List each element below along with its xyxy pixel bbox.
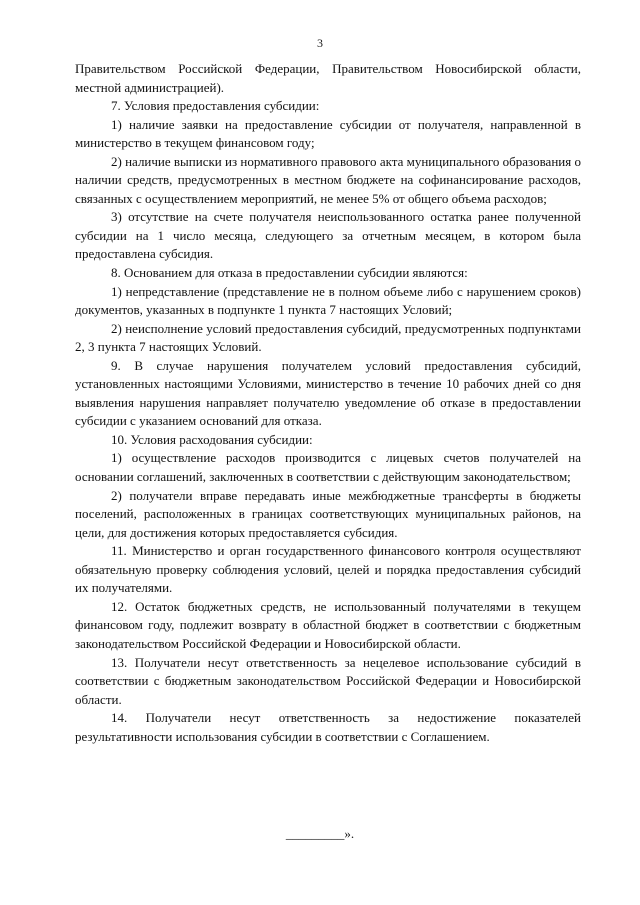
section-14: 14. Получатели несут ответственность за недостижение показателей результативности использования субсидии в соответствии с Соглашением. (75, 710, 581, 744)
section-13: 13. Получатели несут ответственность за нецелевое использование субсидий в соответствии с бюджетным законодательством Российской Федерации и Новосибирской области. (75, 654, 581, 707)
page-number: 3 (317, 36, 323, 50)
section-11: 11. Министерство и орган государственного финансового контроля осуществляют обязательную проверку соблюдения условий, целей и порядка предоставления субсидий их получателями. (75, 543, 581, 596)
section-8-item-1: 1) непредставление (представление не в полном объеме либо с нарушением сроков) документов, указанных в подпункте 1 пункта 7 настоящих Условий; (75, 283, 581, 318)
section-10-item-2: 2) получатели вправе передавать иные межбюджетные трансферты в бюджеты поселений, расположенных в границах соответствующих муниципальных районов, на цели, для достижения которых предоставляется субсидия. (75, 487, 581, 540)
document-body (75, 60, 581, 746)
section-10-item-1: 1) осуществление расходов производится с лицевых счетов получателей на основании соглашений, заключенных в соответствии с действующим законодательством; (75, 450, 581, 485)
section-10-heading: 10. Условия расходования субсидии: (111, 431, 313, 447)
section-7-heading: 7. Условия предоставления субсидии: (111, 98, 320, 114)
section-12: 12. Остаток бюджетных средств, не использованный получателями в текущем финансовом году, подлежит возврату в областной бюджет в соответствии с бюджетным законодательством Российской Федерации и Новосибирской области. (75, 598, 581, 651)
section-7-item-2: 2) наличие выписки из нормативного правового акта муниципального образования о наличии средств, предусмотренных в местном бюджете на софинансирование расходов, связанных с осуществлением мероприятий, не менее 5% от общего объема расходов; (75, 153, 581, 206)
section-8-heading: 8. Основанием для отказа в предоставлении субсидии являются: (111, 265, 468, 281)
section-7-item-1: 1) наличие заявки на предоставление субсидии от получателя, направленной в министерство в текущем финансовом году; (75, 116, 581, 151)
closing-mark: _________». (285, 826, 355, 841)
paragraph-continuation: Правительством Российской Федерации, Правительством Новосибирской области, местной администрацией). (75, 61, 581, 95)
section-9: 9. В случае нарушения получателем условий предоставления субсидий, установленных настоящими Условиями, министерство в течение 10 рабочих дней со дня выявления нарушения направляет получателю уведомление об отказе в предоставлении субсидии с указанием оснований для отказа. (75, 357, 581, 429)
section-7-item-3: 3) отсутствие на счете получателя неиспользованного остатка ранее полученной субсидии на 1 число месяца, следующего за отчетным месяцем, в котором была предоставлена субсидия. (75, 209, 581, 262)
section-8-item-2: 2) неисполнение условий предоставления субсидий, предусмотренных подпунктами 2, 3 пункта 7 настоящих Условий. (75, 320, 581, 355)
